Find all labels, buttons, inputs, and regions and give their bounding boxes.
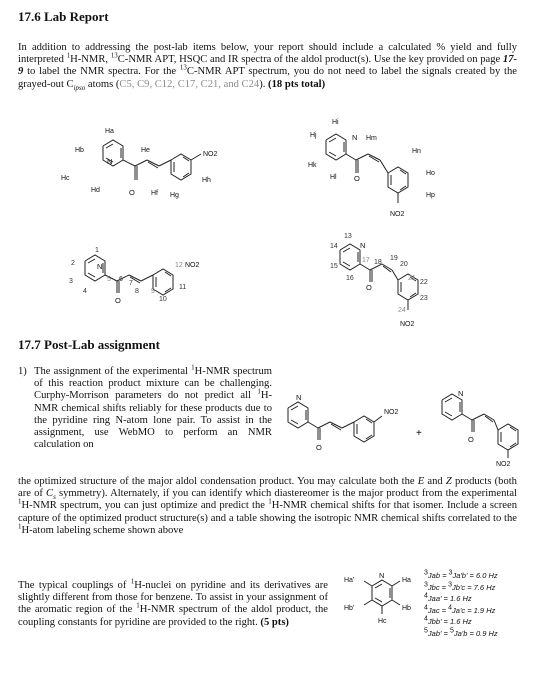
post-lab-paragraph-3: The typical couplings of $^1$H-nuclei on pyridine and its derivatives are slightly different from those for benzene. To assist in your assignment of the aromatic region of the $^1$H-NMR spectrum of the aldol product, the coupling constants for pyridine are provided to the right. (5 pts) (18, 577, 328, 628)
label-hd: Hd (91, 187, 100, 194)
svg-text:16: 16 (346, 275, 354, 282)
svg-text:4: 4 (83, 288, 87, 295)
label-he: He (141, 147, 150, 154)
svg-text:NO2: NO2 (496, 461, 511, 468)
svg-text:21: 21 (408, 275, 416, 282)
coupling-row: $^3$Jab = $^3$Ja'b' = 6.0 Hz (424, 569, 498, 580)
structure-h-labeled-right (300, 115, 480, 230)
svg-text:Ha': Ha' (344, 577, 355, 584)
label-hn: Hn (412, 148, 421, 155)
svg-text:19: 19 (390, 255, 398, 262)
label-hj: Hj (310, 132, 317, 139)
svg-text:14: 14 (330, 243, 338, 250)
svg-text:12: 12 (175, 262, 183, 269)
svg-text:6: 6 (119, 276, 123, 283)
svg-text:13: 13 (344, 233, 352, 240)
coupling-row: $^5$Jab' = $^5$Ja'b = 0.9 Hz (424, 627, 498, 638)
structure-h-labeled-left (55, 120, 280, 215)
svg-text:11: 11 (179, 284, 187, 291)
item-number: 1) (18, 366, 27, 377)
coupling-row: $^4$Jac = $^4$Ja'c = 1.9 Hz (424, 604, 496, 615)
svg-text:N: N (379, 571, 385, 580)
svg-text:Hb': Hb' (344, 605, 355, 612)
label-hm: Hm (366, 135, 377, 142)
structure-e-z-pair (282, 388, 522, 468)
svg-text:Ha: Ha (402, 577, 411, 584)
svg-text:Hb: Hb (402, 605, 411, 612)
label-hb: Hb (75, 147, 84, 154)
label-hk: Hk (308, 162, 317, 169)
label-n-right: N (352, 133, 358, 142)
label-o-right: O (354, 174, 360, 183)
svg-text:Hc: Hc (378, 618, 387, 625)
svg-text:N: N (296, 393, 302, 402)
section-heading-post-lab: 17.7 Post-Lab assignment (18, 337, 160, 352)
grayed-atoms: C5, C9, C12, C17, C21, and C24 (119, 78, 260, 90)
svg-text:1: 1 (95, 247, 99, 254)
label-o: O (129, 188, 135, 197)
post-lab-paragraph-1: The assignment of the experimental $^1$H-NMR spectrum of this reaction product mixture can be challenging. Curphy-Morrison parameters do not predict all $^1$H-NMR chemical shifts reliably for these products due to the pyridine ring N-atom lone pair. To assist in the assignment, use WebMO to perform an NMR calculation on (34, 363, 272, 451)
label-no2-right: NO2 (390, 211, 405, 218)
svg-text:23: 23 (420, 295, 428, 302)
points-5: (5 pts) (260, 616, 289, 628)
svg-text:18: 18 (374, 259, 382, 266)
svg-text:O: O (316, 443, 322, 452)
coupling-row: $^4$Jaa' = 1.6 Hz (424, 592, 472, 604)
svg-text:7: 7 (129, 280, 133, 287)
coupling-constants-list (424, 570, 498, 640)
svg-text:NO2: NO2 (185, 262, 200, 269)
svg-text:N: N (458, 389, 464, 398)
svg-text:5: 5 (107, 276, 111, 283)
section-heading-lab-report: 17.6 Lab Report (18, 9, 109, 24)
svg-text:15: 15 (330, 263, 338, 270)
svg-text:O: O (115, 296, 121, 305)
svg-text:N: N (97, 262, 103, 271)
label-hc: Hc (61, 175, 70, 182)
label-ha: Ha (105, 128, 114, 135)
label-hi: Hi (332, 119, 339, 126)
svg-text:O: O (366, 283, 372, 292)
label-hl: Hl (330, 174, 337, 181)
label-hp: Hp (426, 192, 435, 199)
svg-text:NO2: NO2 (400, 321, 415, 328)
coupling-row: $^3$Jbc = $^3$Jb'c = 7.6 Hz (424, 581, 496, 592)
svg-text:O: O (468, 435, 474, 444)
svg-text:20: 20 (400, 261, 408, 268)
label-hh: Hh (202, 177, 211, 184)
points-total: (18 pts total) (268, 78, 326, 90)
coupling-row: $^4$Jbb' = 1.6 Hz (424, 615, 472, 627)
plus-sign: + (416, 428, 422, 439)
svg-text:2: 2 (71, 260, 75, 267)
svg-text:N: N (360, 241, 366, 250)
svg-text:NO2: NO2 (384, 409, 399, 416)
svg-text:10: 10 (159, 296, 167, 303)
post-lab-paragraph-2: the optimized structure of the major aldol condensation product. You may calculate both the E and Z products (both are of $C_s$ symmetry). Alternately, if you can identify which diastereomer is the major product from the experimental $^1$H-NMR spectrum, you can just optimize and predict the $^1$H-NMR chemical shifts for that isomer. Include a screen capture of the optimized product structure(s) and a table showing the isotropic NMR chemical shifts correlated to the $^1$H-atom labeling scheme shown above (18, 476, 517, 536)
label-ho: Ho (426, 170, 435, 177)
label-hg: Hg (170, 192, 179, 199)
svg-text:9: 9 (151, 288, 155, 295)
svg-text:24: 24 (398, 307, 406, 314)
label-hf: Hf (151, 190, 158, 197)
structure-c-numbered-left (55, 245, 280, 315)
lab-report-instructions: In addition to addressing the post-lab items below, your report should include a calculated % yield and fully interpreted $^1$H-NMR, $^{13}$C-NMR APT, HSQC and IR spectra of the aldol product(s). Use the key provided on page 17-9 to label the NMR spectra. For the $^{13}$C-NMR APT spectrum, you do not need to label the signals created by the grayed-out $C_{ipso}$ atoms (C5, C9, C12, C17, C21, and C24). (18 pts total) (18, 42, 518, 92)
svg-text:17: 17 (362, 257, 370, 264)
svg-text:8: 8 (135, 288, 139, 295)
structure-c-numbered-right (320, 228, 460, 333)
svg-text:22: 22 (420, 279, 428, 286)
label-no2: NO2 (203, 151, 218, 158)
svg-text:3: 3 (69, 278, 73, 285)
label-n: N (107, 157, 113, 166)
pyridine-diagram (338, 570, 426, 640)
